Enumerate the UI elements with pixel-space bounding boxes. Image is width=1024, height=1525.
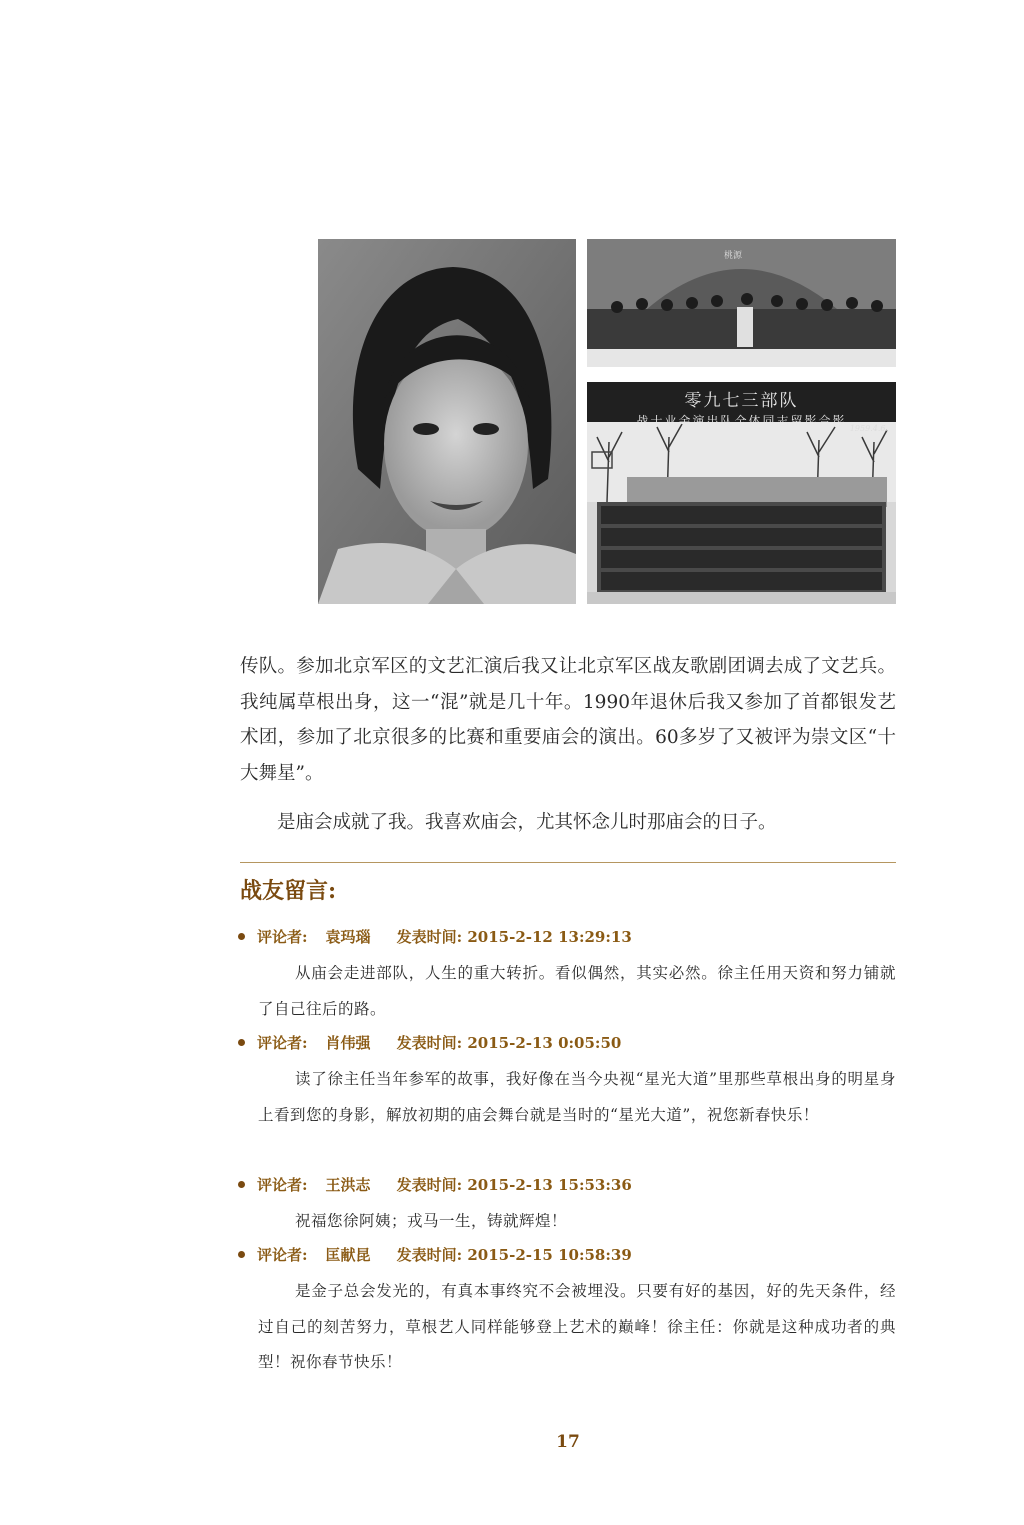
author-label: 评论者:	[257, 928, 308, 946]
section-divider	[240, 862, 896, 863]
comment-meta	[238, 1174, 632, 1195]
bullet-icon	[238, 1039, 245, 1046]
bullet-icon	[238, 1251, 245, 1258]
bullet-icon	[238, 1181, 245, 1188]
time-label: 发表时间:	[396, 1246, 463, 1264]
time-label: 发表时间:	[396, 1034, 463, 1052]
comment-time: 2015-2-13 0:05:50	[467, 1034, 622, 1052]
comment-author: 王洪志	[325, 1176, 371, 1194]
body-paragraph-2: 是庙会成就了我。我喜欢庙会，尤其怀念儿时那庙会的日子。	[277, 812, 777, 833]
comment-meta	[238, 1244, 632, 1265]
comment-text: 是金子总会发光的，有真本事终究不会被埋没。只要有好的基因，好的先天条件，经过自己的刻苦努力，草根艺人同样能够登上艺术的巅峰！徐主任：你就是这种成功者的典型！祝你春节快乐！	[258, 1282, 896, 1371]
comment-time: 2015-2-13 15:53:36	[467, 1176, 632, 1194]
comment-time: 2015-2-15 10:58:39	[467, 1246, 632, 1264]
page-number: 17	[556, 1432, 580, 1452]
bullet-icon	[238, 933, 245, 940]
stage-sign-text: 桃源	[724, 251, 743, 261]
time-label: 发表时间:	[396, 928, 463, 946]
comment-meta	[238, 1032, 621, 1053]
portrait-photo	[318, 239, 576, 604]
comment-text: 从庙会走进部队，人生的重大转折。看似偶然，其实必然。徐主任用天资和努力铺就了自己往后的路。	[258, 964, 896, 1018]
group-photo	[587, 382, 896, 604]
comment-text: 读了徐主任当年参军的故事，我好像在当今央视“星光大道”里那些草根出身的明星身上看到您的身影，解放初期的庙会舞台就是当时的“星光大道”，祝您新春快乐！	[258, 1070, 896, 1124]
group-photo-date: 1959.4.6.	[849, 424, 888, 433]
comment-author: 肖伟强	[325, 1034, 371, 1052]
author-label: 评论者:	[257, 1034, 308, 1052]
comment-text: 祝福您徐阿姨；戎马一生，铸就辉煌！	[295, 1212, 568, 1230]
stage-photo	[587, 239, 896, 367]
body-paragraph-1: 传队。参加北京军区的文艺汇演后我又让北京军区战友歌剧团调去成了文艺兵。我纯属草根出身，这一“混”就是几十年。1990年退休后我又参加了首都银发艺术团，参加了北京很多的比赛和重要庙会的演出。60多岁了又被评为崇文区“十大舞星”。	[240, 656, 896, 784]
time-label: 发表时间:	[396, 1176, 463, 1194]
author-label: 评论者:	[257, 1246, 308, 1264]
comment-author: 匡献昆	[325, 1246, 371, 1264]
comment-author: 袁玛瑙	[325, 928, 371, 946]
group-photo-banner-subtitle: 战士业余演出队全体同志留影合影	[636, 414, 847, 428]
comment-time: 2015-2-12 13:29:13	[467, 928, 632, 946]
comments-heading: 战友留言:	[240, 878, 337, 904]
author-label: 评论者:	[257, 1176, 308, 1194]
comment-meta	[238, 926, 632, 947]
group-photo-banner-title: 零九七三部队	[684, 391, 799, 411]
